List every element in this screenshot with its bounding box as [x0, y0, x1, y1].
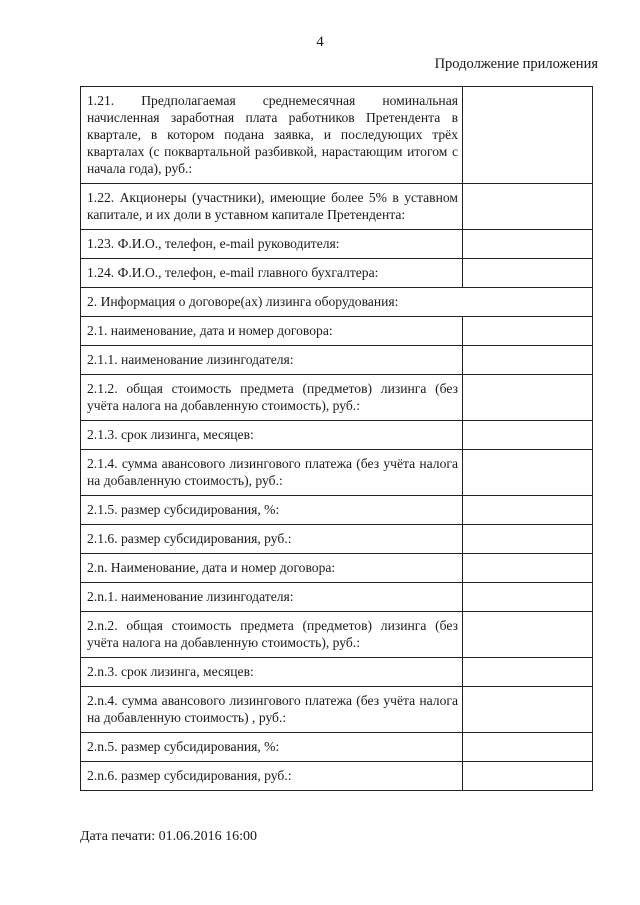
- table-row: [81, 317, 593, 346]
- row-label: 2.n.4. сумма авансового лизингового платежа (без учёта налога на добавленную стоимость) , руб.:: [81, 687, 463, 733]
- table-row: [81, 184, 593, 230]
- row-value-field[interactable]: [463, 317, 593, 346]
- row-value-field[interactable]: [463, 259, 593, 288]
- row-label: 1.21. Предполагаемая среднемесячная номинальная начисленная заработная плата работников Претендента в квартале, в котором подана заявка, и последующих трёх кварталах (с поквартальной разбивкой, нарастающим итогом с начала года), руб.:: [81, 87, 463, 184]
- row-label: 2.1. наименование, дата и номер договора:: [81, 317, 463, 346]
- row-value-field[interactable]: [463, 496, 593, 525]
- section-heading: 2. Информация о договоре(ах) лизинга оборудования:: [81, 288, 593, 317]
- section-row: [81, 288, 593, 317]
- row-label: 2.n. Наименование, дата и номер договора:: [81, 554, 463, 583]
- row-label: 1.22. Акционеры (участники), имеющие более 5% в уставном капитале, и их доли в уставном капитале Претендента:: [81, 184, 463, 230]
- row-value-field[interactable]: [463, 733, 593, 762]
- row-label: 1.23. Ф.И.О., телефон, e-mail руководителя:: [81, 230, 463, 259]
- continuation-heading: Продолжение приложения: [434, 56, 598, 72]
- print-date: Дата печати: 01.06.2016 16:00: [80, 829, 258, 844]
- row-value-field[interactable]: [463, 762, 593, 791]
- row-value-field[interactable]: [463, 346, 593, 375]
- row-label: 2.n.3. срок лизинга, месяцев:: [81, 658, 463, 687]
- row-label: 2.n.6. размер субсидирования, руб.:: [81, 762, 463, 791]
- application-form-table: [80, 86, 593, 791]
- row-value-field[interactable]: [463, 525, 593, 554]
- table-row: [81, 375, 593, 421]
- row-value-field[interactable]: [463, 687, 593, 733]
- row-label: 2.1.4. сумма авансового лизингового платежа (без учёта налога на добавленную стоимость), руб.:: [81, 450, 463, 496]
- row-value-field[interactable]: [463, 450, 593, 496]
- table-row: [81, 450, 593, 496]
- table-row: [81, 733, 593, 762]
- table-row: [81, 421, 593, 450]
- row-label: 2.1.1. наименование лизингодателя:: [81, 346, 463, 375]
- row-label: 1.24. Ф.И.О., телефон, e-mail главного бухгалтера:: [81, 259, 463, 288]
- row-value-field[interactable]: [463, 87, 593, 184]
- table-row: [81, 554, 593, 583]
- row-label: 2.1.5. размер субсидирования, %:: [81, 496, 463, 525]
- table-row: [81, 687, 593, 733]
- row-label: 2.n.1. наименование лизингодателя:: [81, 583, 463, 612]
- table-row: [81, 230, 593, 259]
- row-label: 2.n.2. общая стоимость предмета (предметов) лизинга (без учёта налога на добавленную стоимость), руб.:: [81, 612, 463, 658]
- row-value-field[interactable]: [463, 583, 593, 612]
- row-label: 2.1.6. размер субсидирования, руб.:: [81, 525, 463, 554]
- row-value-field[interactable]: [463, 184, 593, 230]
- table-row: [81, 346, 593, 375]
- table-row: [81, 525, 593, 554]
- table-row: [81, 496, 593, 525]
- row-label: 2.1.2. общая стоимость предмета (предметов) лизинга (без учёта налога на добавленную стоимость), руб.:: [81, 375, 463, 421]
- row-label: 2.1.3. срок лизинга, месяцев:: [81, 421, 463, 450]
- row-value-field[interactable]: [463, 375, 593, 421]
- row-label: 2.n.5. размер субсидирования, %:: [81, 733, 463, 762]
- row-value-field[interactable]: [463, 554, 593, 583]
- table-row: [81, 87, 593, 184]
- table-row: [81, 259, 593, 288]
- table-row: [81, 583, 593, 612]
- table-row: [81, 612, 593, 658]
- page-number: 4: [316, 34, 324, 50]
- row-value-field[interactable]: [463, 658, 593, 687]
- table-row: [81, 658, 593, 687]
- row-value-field[interactable]: [463, 421, 593, 450]
- table-row: [81, 762, 593, 791]
- row-value-field[interactable]: [463, 230, 593, 259]
- row-value-field[interactable]: [463, 612, 593, 658]
